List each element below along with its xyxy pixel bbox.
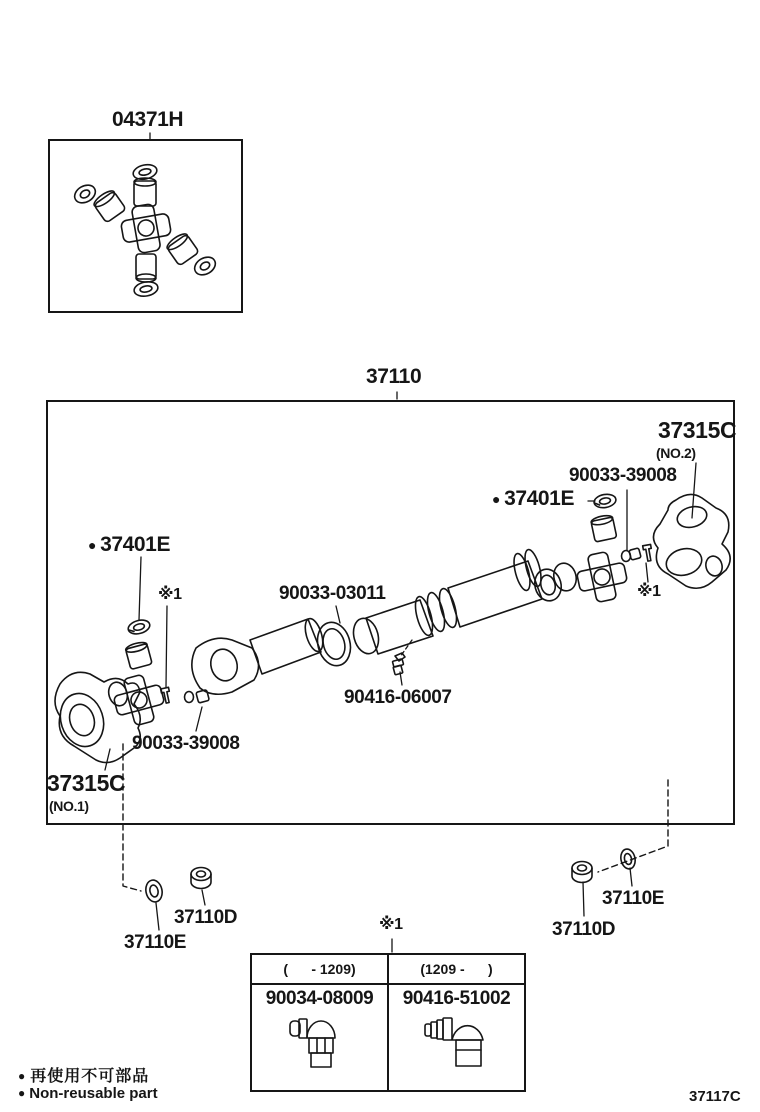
dust-seal-code: 90033-03011: [279, 583, 386, 604]
flange-no1-variant: (NO.1): [49, 798, 89, 814]
ref1-marker-table: ※1: [379, 916, 403, 933]
nut-left-drawing: [191, 868, 211, 889]
kit-box: [48, 139, 243, 313]
nut-left-code: 37110D: [174, 907, 238, 928]
legend-jp-text: 再使用不可部品: [30, 1068, 150, 1085]
part-code-early: 90034-08009: [265, 988, 374, 1009]
variant-column-late: [387, 955, 524, 1090]
washer-left-code: 37110E: [124, 932, 187, 953]
date-range-early: ( - 1209): [252, 955, 387, 985]
nut-right-drawing: [572, 862, 592, 883]
non-reusable-bullet: ●: [18, 1086, 26, 1100]
bolt-right-code: 90033-39008: [569, 465, 677, 486]
ref1-marker-right: ※1: [637, 583, 661, 600]
non-reusable-bullet: ●: [88, 537, 97, 553]
snap-ring-left-label: [88, 534, 170, 555]
bolt-left-code: 90033-39008: [132, 733, 240, 754]
flange-no2-code: 37315C: [658, 417, 737, 443]
nut-right-code: 37110D: [552, 919, 616, 940]
washer-right-code: 37110E: [602, 888, 665, 909]
sheet-code: 37117C: [689, 1088, 741, 1105]
date-range-late: (1209 - ): [389, 955, 524, 985]
snap-ring-right-label: [492, 488, 574, 509]
washer-left-drawing: [144, 879, 164, 904]
non-reusable-bullet: ●: [18, 1069, 27, 1083]
grease-fitting-code: 90416-06007: [344, 687, 452, 708]
non-reusable-bullet: ●: [492, 491, 501, 507]
assembly-part-code: 37110: [366, 365, 422, 388]
part-code-late: 90416-51002: [402, 988, 511, 1009]
legend-jp: [18, 1063, 149, 1086]
assembly-box: [46, 400, 735, 825]
flange-no2-variant: (NO.2): [656, 445, 696, 461]
legend-en: [18, 1085, 158, 1102]
snap-ring-left-code: 37401E: [100, 533, 171, 556]
snap-ring-right-code: 37401E: [504, 487, 575, 510]
variant-column-early: [252, 955, 387, 1090]
kit-part-code: 04371H: [112, 108, 184, 131]
variant-table: [250, 953, 526, 1092]
flange-no1-code: 37315C: [47, 770, 126, 796]
ref1-marker-left: ※1: [158, 586, 182, 603]
legend-en-text: Non-reusable part: [29, 1085, 158, 1102]
